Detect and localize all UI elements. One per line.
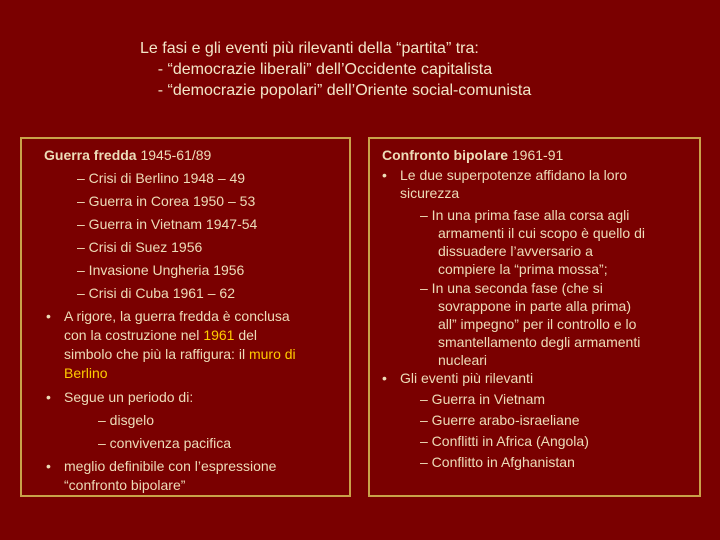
right-bullet1-line1: Le due superpotenze affidano la loro: [400, 167, 628, 183]
left-sub-item: – Crisi di Cuba 1961 – 62: [77, 285, 235, 301]
bullet-icon: •: [46, 308, 51, 324]
right-heading-dates: 1961-91: [508, 147, 564, 163]
right-sub-line: all” impegno” per il controllo e lo: [438, 316, 637, 332]
left-bullet1-text: con la costruzione nel: [64, 327, 204, 343]
left-bullet2-sub: – disgelo: [98, 412, 155, 428]
berlino-highlight: Berlino: [64, 365, 108, 381]
left-sub-item: – Crisi di Suez 1956: [77, 239, 203, 255]
right-sub-line: smantellamento degli armamenti: [438, 334, 641, 350]
right-event-item: – Guerre arabo-israeliane: [420, 412, 580, 428]
right-event-item: – Conflitto in Afghanistan: [420, 454, 575, 470]
right-sub-line: compiere la “prima mossa”;: [438, 261, 608, 277]
right-sub-line: dissuadere l’avversario a: [438, 243, 593, 259]
right-bullet1-line2: sicurezza: [400, 185, 460, 201]
left-bullet2-line1: Segue un periodo di:: [64, 389, 194, 405]
left-bullet3-line1: meglio definibile con l’espressione: [64, 458, 277, 474]
bullet-icon: •: [382, 167, 387, 183]
left-sub-item: – Guerra in Vietnam 1947-54: [77, 216, 258, 232]
left-bullet1-text: simbolo che più la raffigura: il: [64, 346, 249, 362]
title-line-3: - “democrazie popolari” dell’Oriente social-comunista: [140, 82, 532, 99]
left-bullet1-text: del: [234, 327, 258, 343]
right-event-item: – Conflitti in Africa (Angola): [420, 433, 589, 449]
title-line-2: - “democrazie liberali” dell’Occidente capitalista: [140, 61, 493, 78]
bullet-icon: •: [46, 458, 51, 474]
left-bullet1-line2: [64, 326, 257, 345]
left-heading: [44, 146, 211, 165]
bullet-icon: •: [382, 370, 387, 386]
title-line-1: Le fasi e gli eventi più rilevanti della “partita” tra:: [140, 40, 479, 57]
left-sub-item: – Crisi di Berlino 1948 – 49: [77, 170, 246, 186]
muro-highlight: muro di: [248, 346, 296, 362]
right-sub-line: – In una seconda fase (che si: [420, 280, 603, 296]
left-heading-dates: 1945-61/89: [136, 147, 212, 163]
right-heading-bold: Confronto bipolare: [382, 147, 508, 163]
slide-title: [140, 38, 531, 101]
left-bullet2-sub: – convivenza pacifica: [98, 435, 232, 451]
right-sub-line: sovrappone in parte alla prima): [438, 298, 631, 314]
right-heading: [382, 146, 563, 165]
left-heading-bold: Guerra fredda: [44, 147, 137, 163]
left-sub-item: – Invasione Ungheria 1956: [77, 262, 245, 278]
left-bullet1-line3: [64, 345, 296, 364]
year-highlight: 1961: [203, 327, 235, 343]
right-event-item: – Guerra in Vietnam: [420, 391, 546, 407]
bullet-icon: •: [46, 389, 51, 405]
left-content-box: [20, 137, 351, 497]
right-sub-line: – In una prima fase alla corsa agli: [420, 207, 630, 223]
left-bullet1-line1: A rigore, la guerra fredda è conclusa: [64, 308, 290, 324]
right-bullet2-line1: Gli eventi più rilevanti: [400, 370, 534, 386]
right-content-box: [368, 137, 701, 497]
left-bullet3-line2: “confronto bipolare”: [64, 477, 186, 493]
right-sub-line: armamenti il cui scopo è quello di: [438, 225, 645, 241]
left-sub-item: – Guerra in Corea 1950 – 53: [77, 193, 256, 209]
right-sub-line: nucleari: [438, 352, 488, 368]
